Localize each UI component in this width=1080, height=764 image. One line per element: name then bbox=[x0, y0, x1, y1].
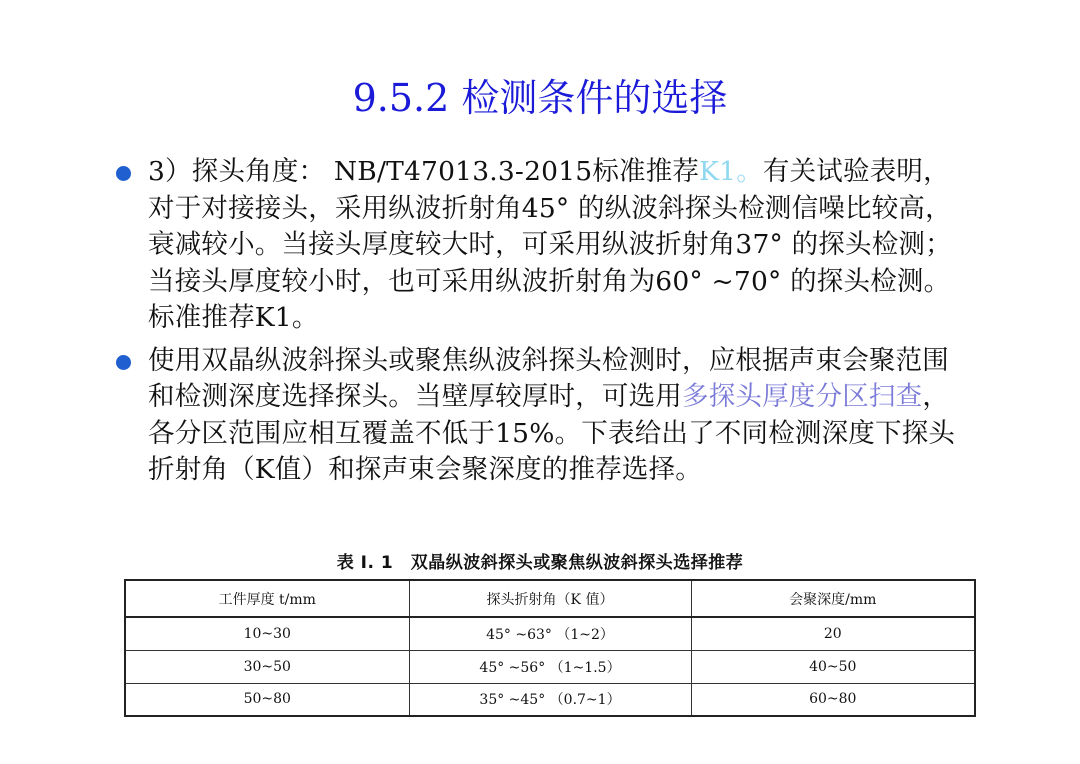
cell-angle: 45° ~63° （1~2） bbox=[409, 617, 691, 650]
cell-depth: 60~80 bbox=[691, 683, 975, 716]
bullet-item-dual-probe bbox=[112, 343, 972, 489]
cell-angle: 45° ~56° （1~1.5） bbox=[409, 650, 691, 683]
probe-selection-table bbox=[124, 579, 976, 717]
bullet-text: 3）探头角度： NB/T47013.3-2015标准推荐 bbox=[148, 156, 700, 187]
cell-angle: 35° ~45° （0.7~1） bbox=[409, 683, 691, 716]
cell-thickness: 30~50 bbox=[125, 650, 409, 683]
header-focus-depth: 会聚深度/mm bbox=[691, 580, 975, 617]
link-multi-probe-scan[interactable]: 多探头厚度分区扫查 bbox=[682, 381, 923, 412]
page-title: 9.5.2 检测条件的选择 bbox=[352, 76, 728, 120]
bullet-dot-icon bbox=[116, 355, 131, 370]
highlight-text-k1: K1。 bbox=[699, 156, 763, 187]
table-row bbox=[125, 617, 975, 650]
bullet-item-probe-angle bbox=[112, 154, 972, 337]
cell-depth: 20 bbox=[691, 617, 975, 650]
bullet-text: 使用双晶纵波斜探头或聚焦纵波斜探头检测时，应根据声束会聚范围和检测深度选择探头。当壁厚较厚时，可选用 bbox=[148, 344, 949, 412]
table-header-row bbox=[125, 580, 975, 617]
cell-thickness: 50~80 bbox=[125, 683, 409, 716]
bullet-text: 有关试验表明，对于对接接头，采用纵波折射角45° 的纵波斜探头检测信噪比较高，衰减较小。当接头厚度较大时，可采用纵波折射角37° 的探头检测；当接头厚度较小时，也可采用纵波折射角为60° ~70° 的探头检测。标准推荐K1。 bbox=[148, 156, 952, 333]
table-row bbox=[125, 683, 975, 716]
header-thickness: 工件厚度 t/mm bbox=[125, 580, 409, 617]
bullet-list bbox=[112, 154, 972, 495]
table-caption: 表 I. 1 双晶纵波斜探头或聚焦纵波斜探头选择推荐 bbox=[336, 553, 744, 573]
bullet-text: ，各分区范围应相互覆盖不低于15%。下表给出了不同检测深度下探头折射角（K值）和探声束会聚深度的推荐选择。 bbox=[148, 381, 956, 485]
table-row bbox=[125, 650, 975, 683]
cell-thickness: 10~30 bbox=[125, 617, 409, 650]
cell-depth: 40~50 bbox=[691, 650, 975, 683]
header-refraction-angle: 探头折射角（K 值） bbox=[409, 580, 691, 617]
bullet-dot-icon bbox=[116, 166, 131, 181]
